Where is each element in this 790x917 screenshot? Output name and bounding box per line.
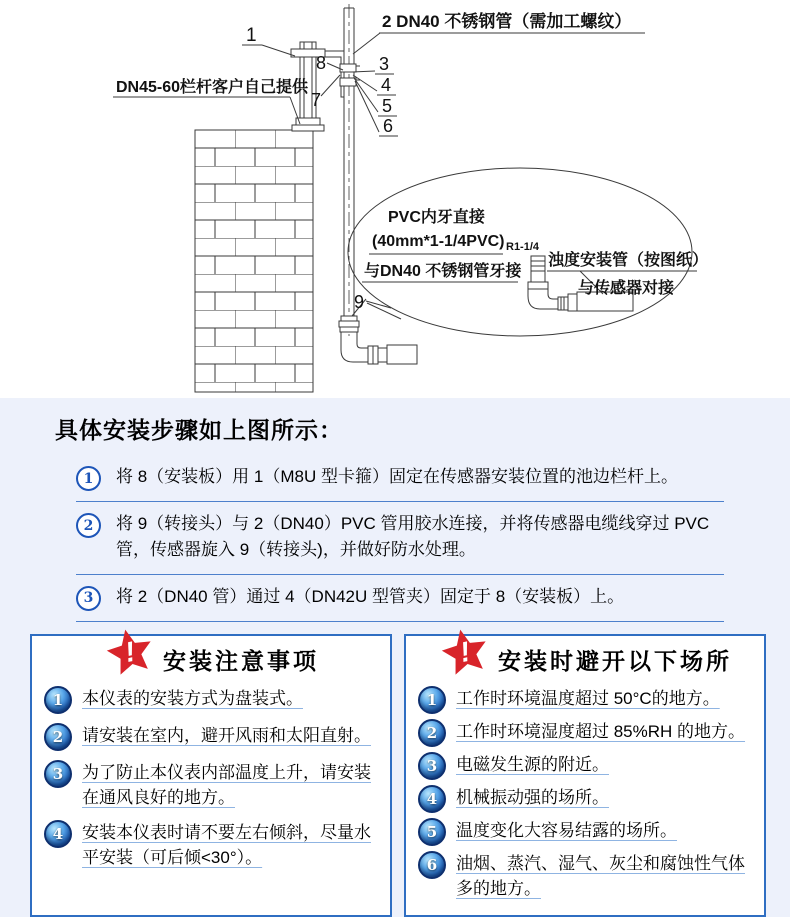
step-text: 将 8（安装板）用 1（M8U 型卡箍）固定在传感器安装位置的池边栏杆上。 [116,467,678,486]
avoid-item-text: 电磁发生源的附近。 [456,754,609,774]
pvc-note-line2: (40mm*1-1/4PVC) [372,233,505,250]
notice-item-1 [44,686,380,714]
avoid-item-6 [418,851,754,902]
avoid-item-text: 工作时环境湿度超过 85%RH 的地方。 [456,721,746,741]
callout-1-label: 1 [246,25,257,46]
notice-item-4 [44,820,380,871]
callout-8-label: 8 [316,53,327,73]
callout-7-label: 7 [311,90,322,110]
avoid-box [404,634,766,917]
dn40-pipe [344,4,354,336]
notice-item-3 [44,760,380,811]
step-text: 将 2（DN40 管）通过 4（DN42U 型管夹）固定于 8（安装板）上。 [116,586,625,606]
installation-diagram [0,0,790,398]
avoid-item-3 [418,752,754,780]
steps-list [76,455,724,622]
notice-item-2 [44,723,380,751]
callout-3-label: 3 [379,54,390,74]
installation-diagram-svg [0,0,790,398]
notice-box-title: 安装注意事项 [163,648,319,675]
turbidity-note-line1: 浊度安装管（按图纸） [548,252,709,269]
turbidity-note-line2: 与传感器对接 [578,280,675,297]
callout-9-label: 9 [354,292,365,312]
avoid-item-4 [418,785,754,813]
avoid-item-text: 机械振动强的场所。 [456,787,609,807]
thread-size-label: R1-1/4 [506,241,540,253]
item-number-bullet: 1 [418,686,446,714]
railing-note-label: DN45-60栏杆客户自己提供 [116,79,309,96]
star-exclamation-icon [440,627,490,677]
item-number-bullet: 4 [44,820,72,848]
warning-boxes-row [30,634,766,917]
mounting-plate [325,51,344,97]
callout-4-label: 4 [381,75,392,95]
star-exclamation-icon [105,627,155,677]
step-number-badge: 2 [76,513,101,538]
brick-wall [195,130,313,392]
item-number-bullet: 3 [418,752,446,780]
step-row-1 [76,455,724,502]
step-text: 将 9（转接头）与 2（DN40）PVC 管用胶水连接，并将传感器电缆线穿过 PVC 管，传感器旋入 9（转接头)，并做好防水处理。 [116,514,710,560]
avoid-item-text: 温度变化大容易结露的场所。 [456,820,677,840]
notice-box-header [44,635,380,680]
avoid-item-2 [418,719,754,747]
step-number-badge: 1 [76,466,101,491]
item-number-bullet: 2 [418,719,446,747]
notice-item-text: 请安装在室内，避开风雨和太阳直射。 [82,725,371,745]
installation-steps-section [0,398,790,622]
steps-title: 具体安装步骤如上图所示： [55,417,343,443]
pvc-note-line1: PVC内牙直接 [388,209,485,226]
avoid-item-5 [418,818,754,846]
step-row-3 [76,575,724,622]
avoid-box-header [418,635,754,680]
item-number-bullet: 2 [44,723,72,751]
item-number-bullet: 5 [418,818,446,846]
callout-5-label: 5 [382,96,393,116]
item-number-bullet: 6 [418,851,446,879]
notice-item-text: 安装本仪表时请不要左右倾斜，尽量水平安装（可后倾<30°）。 [82,822,371,868]
callout-6-label: 6 [383,116,394,136]
notice-item-text: 本仪表的安装方式为盘装式。 [82,688,303,708]
notice-box [30,634,392,917]
notice-item-text: 为了防止本仪表内部温度上升，请安装在通风良好的地方。 [82,762,371,808]
pipe-spec-label: 2 DN40 不锈钢管（需加工螺纹） [382,12,632,31]
pvc-note-line3: 与DN40 不锈钢管牙接 [364,263,522,280]
svg-text:!: ! [457,635,473,668]
avoid-item-text: 油烟、蒸汽、湿气、灰尘和腐蚀性气体多的地方。 [456,853,745,899]
adapter-coupler [339,316,359,332]
item-number-bullet: 1 [44,686,72,714]
svg-text:!: ! [122,635,138,668]
step-number-badge: 3 [76,586,101,611]
step-row-2 [76,502,724,575]
item-number-bullet: 3 [44,760,72,788]
elbow-and-sensor [341,332,417,364]
avoid-item-1 [418,686,754,714]
avoid-box-title: 安装时避开以下场所 [498,648,732,675]
item-number-bullet: 4 [418,785,446,813]
avoid-item-text: 工作时环境温度超过 50°C的地方。 [456,688,720,708]
